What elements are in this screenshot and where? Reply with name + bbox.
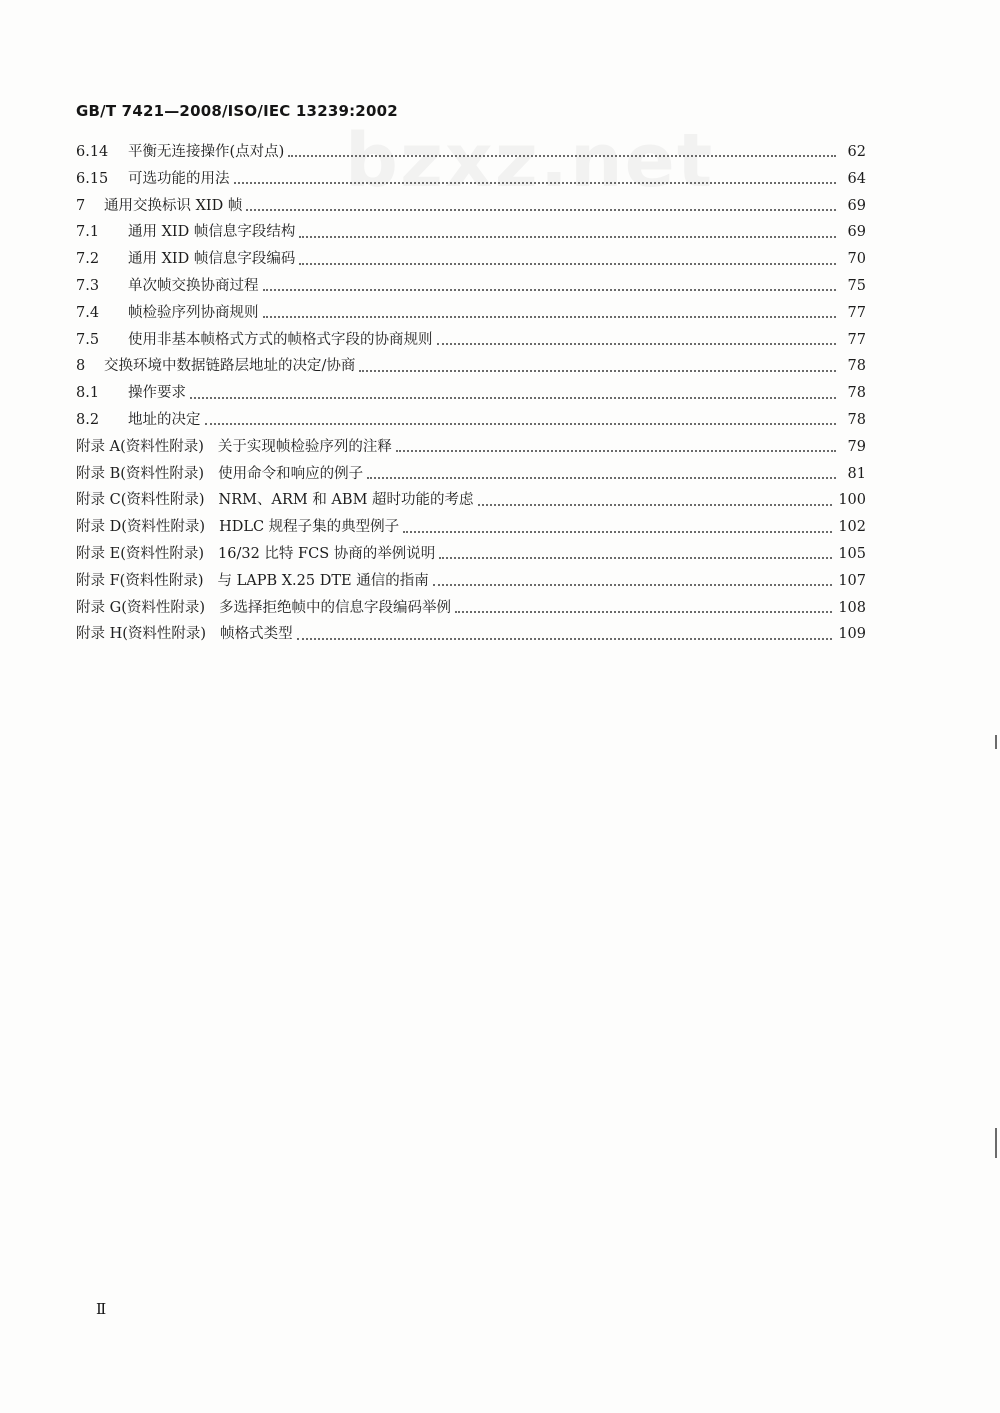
toc-entry[interactable] bbox=[76, 408, 866, 435]
toc-entry-title: 可选功能的用法 bbox=[128, 170, 230, 187]
toc-entry-number: 6.15 bbox=[76, 170, 109, 187]
toc-leader-dots bbox=[263, 289, 837, 291]
annex-title: 帧格式类型 bbox=[220, 626, 293, 643]
toc-annex-entry[interactable] bbox=[76, 622, 866, 649]
toc-entry-number: 7 bbox=[76, 197, 86, 214]
toc-annex-entry[interactable] bbox=[76, 462, 866, 489]
toc-entry-title: 地址的决定 bbox=[128, 411, 201, 428]
toc-entry-number: 7.3 bbox=[76, 277, 100, 294]
annex-number: 附录 B bbox=[76, 465, 121, 482]
annex-page: 79 bbox=[847, 438, 866, 455]
annex-title: 多选择拒绝帧中的信息字段编码举例 bbox=[219, 599, 452, 616]
annex-title: HDLC 规程子集的典型例子 bbox=[219, 519, 400, 536]
toc-entry-title: 操作要求 bbox=[128, 385, 186, 402]
toc-entry-number: 7.5 bbox=[76, 331, 100, 348]
annex-number: 附录 H bbox=[76, 626, 123, 643]
toc-leader-dots bbox=[359, 370, 836, 372]
toc-entry-number: 7.2 bbox=[76, 251, 100, 268]
toc-entry-page: 70 bbox=[847, 251, 866, 268]
annex-title: 关于实现帧检验序列的注释 bbox=[217, 438, 392, 455]
annex-page: 102 bbox=[838, 519, 866, 536]
annex-title: NRM、ARM 和 ABM 超时功能的考虑 bbox=[218, 492, 474, 509]
toc-entry-number: 8 bbox=[76, 358, 86, 375]
annex-classification: (资料性附录) bbox=[121, 599, 206, 616]
annex-classification: (资料性附录) bbox=[119, 572, 204, 589]
annex-number: 附录 F bbox=[76, 572, 120, 589]
toc-leader-dots bbox=[437, 343, 837, 345]
toc-entry-title: 交换环境中数据链路层地址的决定/协商 bbox=[104, 358, 356, 375]
toc-leader-dots bbox=[439, 557, 832, 559]
toc-entry[interactable] bbox=[76, 274, 866, 301]
annex-title: 16/32 比特 FCS 协商的举例说明 bbox=[218, 545, 436, 562]
toc-entry[interactable] bbox=[76, 167, 866, 194]
toc-entry[interactable] bbox=[76, 247, 866, 274]
toc-entry-number: 7.1 bbox=[76, 224, 100, 241]
toc-leader-dots bbox=[297, 638, 833, 640]
toc-leader-dots bbox=[246, 209, 836, 211]
toc-entry[interactable] bbox=[76, 328, 866, 355]
annex-classification: (资料性附录) bbox=[120, 438, 204, 455]
toc-entry-number: 8.2 bbox=[76, 411, 100, 428]
annex-title: 与 LAPB X.25 DTE 通信的指南 bbox=[217, 572, 429, 589]
toc-leader-dots bbox=[234, 182, 837, 184]
toc-leader-dots bbox=[455, 611, 832, 613]
toc-entry[interactable] bbox=[76, 140, 866, 167]
toc-leader-dots bbox=[478, 504, 833, 506]
annex-classification: (资料性附录) bbox=[120, 465, 205, 482]
toc-entry[interactable] bbox=[76, 354, 866, 381]
annex-page: 105 bbox=[838, 545, 866, 562]
toc-entry-page: 78 bbox=[847, 411, 866, 428]
toc-entry-page: 62 bbox=[847, 144, 866, 160]
toc-entry-title: 平衡无连接操作(点对点) bbox=[128, 144, 285, 160]
toc-entry[interactable] bbox=[76, 381, 866, 408]
toc-annex-entry[interactable] bbox=[76, 596, 866, 623]
annex-number: 附录 A bbox=[76, 438, 121, 455]
page-number: Ⅱ bbox=[96, 1300, 107, 1318]
scan-edge-mark bbox=[995, 735, 997, 749]
annex-number: 附录 C bbox=[76, 492, 121, 509]
page-header-standard-number: GB/T 7421—2008/ISO/IEC 13239:2002 bbox=[76, 102, 398, 120]
toc-annex-entry[interactable] bbox=[76, 569, 866, 596]
toc-leader-dots bbox=[190, 397, 836, 399]
toc-leader-dots bbox=[288, 155, 836, 157]
annex-classification: (资料性附录) bbox=[120, 545, 205, 562]
toc-leader-dots bbox=[299, 236, 836, 238]
annex-title: 使用命令和响应的例子 bbox=[218, 465, 364, 482]
annex-number: 附录 G bbox=[76, 599, 122, 616]
toc-annex-entry[interactable] bbox=[76, 488, 866, 515]
toc-entry-title: 通用交换标识 XID 帧 bbox=[104, 197, 243, 214]
toc-entry-number: 7.4 bbox=[76, 304, 100, 321]
toc-entry-page: 75 bbox=[847, 277, 866, 294]
annex-classification: (资料性附录) bbox=[121, 519, 206, 536]
toc-annex-entry[interactable] bbox=[76, 435, 866, 462]
annex-page: 109 bbox=[838, 626, 866, 643]
toc-entry-page: 64 bbox=[847, 170, 866, 187]
toc-annex-entry[interactable] bbox=[76, 515, 866, 542]
toc-entry-title: 帧检验序列协商规则 bbox=[128, 304, 259, 321]
annex-number: 附录 E bbox=[76, 545, 121, 562]
annex-page: 81 bbox=[847, 465, 866, 482]
annex-page: 108 bbox=[838, 599, 866, 616]
toc-entry-number: 8.1 bbox=[76, 385, 100, 402]
toc-entry-title: 通用 XID 帧信息字段编码 bbox=[128, 251, 296, 268]
annex-page: 100 bbox=[838, 492, 866, 509]
toc-entry[interactable] bbox=[76, 220, 866, 247]
toc-entry-page: 69 bbox=[847, 224, 866, 241]
toc-entry[interactable] bbox=[76, 301, 866, 328]
toc-entry-number: 6.14 bbox=[76, 144, 109, 160]
toc-leader-dots bbox=[403, 531, 832, 533]
watermark: bzxz.net bbox=[345, 118, 715, 204]
toc-entry-title: 通用 XID 帧信息字段结构 bbox=[128, 224, 296, 241]
annex-number: 附录 D bbox=[76, 519, 122, 536]
toc-entry-page: 77 bbox=[847, 331, 866, 348]
toc-leader-dots bbox=[205, 423, 837, 425]
toc-entry-page: 78 bbox=[847, 385, 866, 402]
toc-leader-dots bbox=[396, 450, 836, 452]
table-of-contents bbox=[76, 140, 866, 649]
toc-leader-dots bbox=[433, 584, 833, 586]
scan-edge-mark bbox=[995, 1128, 997, 1158]
toc-leader-dots bbox=[367, 477, 836, 479]
annex-page: 107 bbox=[838, 572, 866, 589]
annex-classification: (资料性附录) bbox=[122, 626, 207, 643]
toc-entry[interactable] bbox=[76, 194, 866, 221]
annex-classification: (资料性附录) bbox=[120, 492, 205, 509]
toc-leader-dots bbox=[263, 316, 837, 318]
toc-annex-entry[interactable] bbox=[76, 542, 866, 569]
toc-entry-title: 使用非基本帧格式方式的帧格式字段的协商规则 bbox=[128, 331, 433, 348]
toc-entry-page: 78 bbox=[847, 358, 866, 375]
toc-leader-dots bbox=[299, 263, 836, 265]
toc-entry-page: 69 bbox=[847, 197, 866, 214]
toc-entry-page: 77 bbox=[847, 304, 866, 321]
toc-entry-title: 单次帧交换协商过程 bbox=[128, 277, 259, 294]
